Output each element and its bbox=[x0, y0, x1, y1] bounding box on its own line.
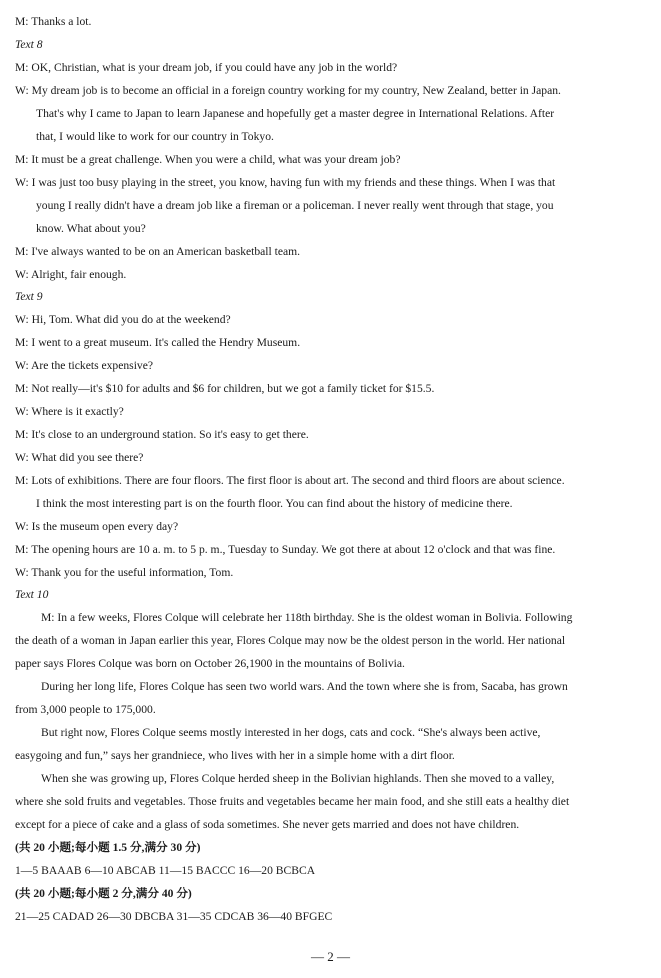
text8-line: W: I was just too busy playing in the street, you know, having fun with my friends and these things. When I was that bbox=[15, 176, 556, 189]
text9-line: I think the most interesting part is on the fourth floor. You can find about the history of medicine there. bbox=[36, 497, 513, 510]
text8-line: that, I would like to work for our country in Tokyo. bbox=[36, 130, 274, 143]
text10-line: paper says Flores Colque was born on October 26,1900 in the mountains of Bolivia. bbox=[15, 657, 405, 670]
answer-section-heading: (共 20 小题;每小题 2 分,满分 40 分) bbox=[15, 887, 192, 900]
text8-heading: Text 8 bbox=[15, 38, 43, 51]
text9-line: W: Where is it exactly? bbox=[15, 405, 124, 418]
text9-line: M: Lots of exhibitions. There are four floors. The first floor is about art. The second and third floors are about science. bbox=[15, 474, 565, 487]
text8-line: young I really didn't have a dream job like a fireman or a policeman. I never really went through that stage, you bbox=[36, 199, 554, 212]
text10-line: easygoing and fun,” says her grandniece, who lives with her in a simple home with a dirt floor. bbox=[15, 749, 455, 762]
page-number: — 2 — bbox=[311, 949, 350, 964]
text8-line: That's why I came to Japan to learn Japanese and hopefully get a master degree in International Relations. After bbox=[36, 107, 555, 120]
text9-line: M: It's close to an underground station. So it's easy to get there. bbox=[15, 428, 309, 441]
text8-line: M: It must be a great challenge. When you were a child, what was your dream job? bbox=[15, 153, 401, 166]
text10-line: except for a piece of cake and a glass of soda sometimes. She never gets married and does not have children. bbox=[15, 818, 520, 831]
text10-line: from 3,000 people to 175,000. bbox=[15, 703, 156, 716]
text10-line: During her long life, Flores Colque has seen two world wars. And the town where she is from, Sacaba, has grown bbox=[41, 680, 568, 693]
answer-section-heading: (共 20 小题;每小题 1.5 分,满分 30 分) bbox=[15, 841, 201, 854]
text9-line: W: Is the museum open every day? bbox=[15, 520, 179, 533]
text9-line: W: Thank you for the useful information, Tom. bbox=[15, 566, 234, 579]
text8-line: M: I've always wanted to be on an American basketball team. bbox=[15, 245, 301, 258]
text10-line: the death of a woman in Japan earlier this year, Flores Colque may now be the oldest person in the world. Her national bbox=[15, 634, 566, 647]
text9-line: W: What did you see there? bbox=[15, 451, 144, 464]
text8-line: W: Alright, fair enough. bbox=[15, 268, 127, 281]
text7-closing-line: M: Thanks a lot. bbox=[15, 15, 92, 28]
text9-line: W: Are the tickets expensive? bbox=[15, 359, 153, 372]
text10-line: When she was growing up, Flores Colque herded sheep in the Bolivian highlands. Then she moved to a valley, bbox=[41, 772, 555, 785]
text9-line: M: I went to a great museum. It's called the Hendry Museum. bbox=[15, 336, 301, 349]
text8-line: know. What about you? bbox=[36, 222, 146, 235]
text9-line: M: Not really—it's $10 for adults and $6 for children, but we got a family ticket for $15.5. bbox=[15, 382, 435, 395]
text9-heading: Text 9 bbox=[15, 290, 43, 303]
text8-line: M: OK, Christian, what is your dream job, if you could have any job in the world? bbox=[15, 61, 398, 74]
text10-heading: Text 10 bbox=[15, 588, 49, 601]
answer-key-line: 21—25 CADAD 26—30 DBCBA 31—35 CDCAB 36—40 BFGEC bbox=[15, 910, 333, 923]
text10-line: where she sold fruits and vegetables. Those fruits and vegetables became her main food, and she still eats a healthy diet bbox=[15, 795, 570, 808]
text10-line: M: In a few weeks, Flores Colque will celebrate her 118th birthday. She is the oldest woman in Bolivia. Following bbox=[41, 611, 573, 624]
text10-line: But right now, Flores Colque seems mostly interested in her dogs, cats and cock. “She's always been active, bbox=[41, 726, 541, 739]
text8-line: W: My dream job is to become an official in a foreign country working for my country, New Zealand, better in Japan. bbox=[15, 84, 561, 97]
answer-key-line: 1—5 BAAAB 6—10 ABCAB 11—15 BACCC 16—20 BCBCA bbox=[15, 864, 316, 877]
text9-line: M: The opening hours are 10 a. m. to 5 p. m., Tuesday to Sunday. We got there at about 12 o'clock and that was fine. bbox=[15, 543, 556, 556]
text9-line: W: Hi, Tom. What did you do at the weekend? bbox=[15, 313, 231, 326]
